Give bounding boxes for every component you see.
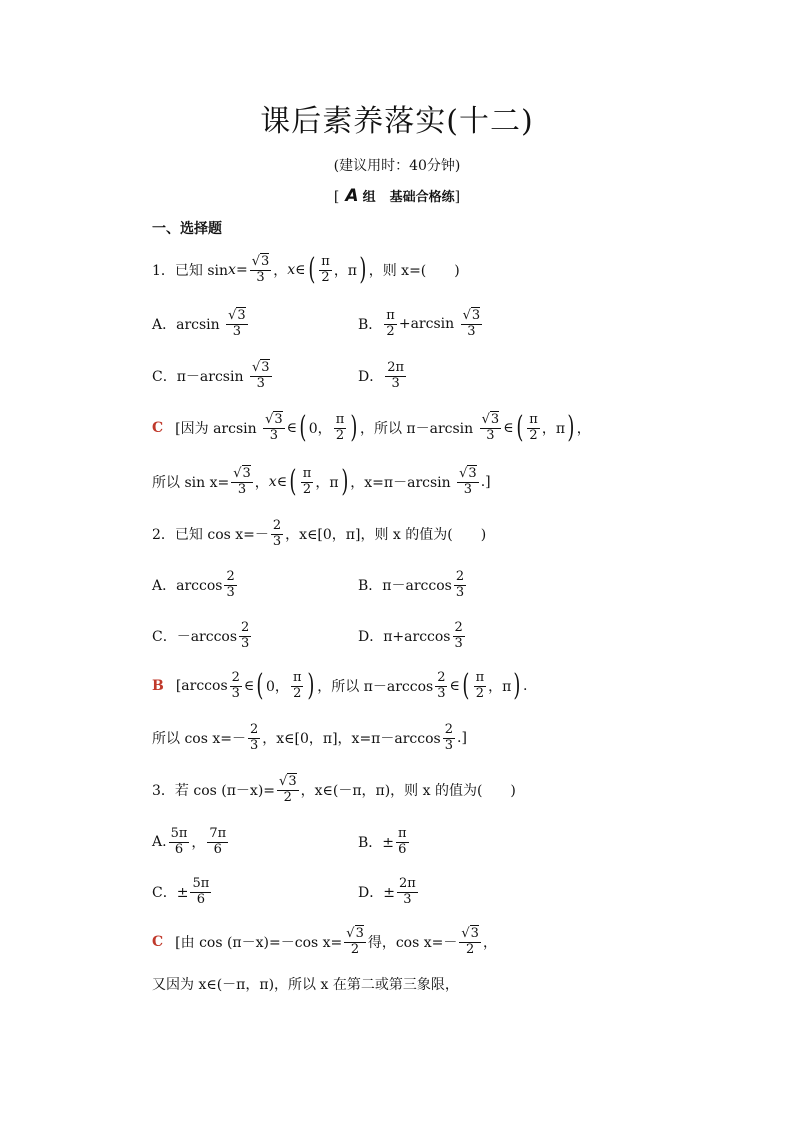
q2-option-d: D．π+arccos $\frac{2}{3}$ bbox=[358, 620, 463, 651]
q2-option-c: C．－arccos $\frac{2}{3}$ bbox=[152, 620, 250, 651]
q3-explanation-2: 又因为 x∈(－π，π)，所以 x 在第二或第三象限， bbox=[152, 977, 459, 993]
q2-explanation-2: 所以 cos x=－ $\frac{2}{3}$ ，x∈[0，π]，x=π－arccos $\frac{2}{3}$ .] bbox=[152, 722, 467, 753]
question-3: 3．若 cos (π－x)= $\frac{√3}{2}$ ，x∈(－π，π)，则 x 的值为( ) bbox=[152, 774, 516, 805]
q1-explanation-1: C [因为 arcsin $\frac{√3}{3}$ ∈ ( 0， $\frac{\pi}{2}$ ) ，所以 π－arcsin $\frac{√3}{3}$ ∈ ( $\frac{\pi}{2}$ ，π ) ， bbox=[152, 410, 591, 445]
q1-option-d: D． $\frac{2\pi}{3}$ bbox=[358, 360, 405, 391]
page-title: 课后素养落实(十二) bbox=[260, 104, 534, 139]
q2-option-a: A．arccos $\frac{2}{3}$ bbox=[152, 569, 235, 600]
q3-option-b: B．± $\frac{\pi}{6}$ bbox=[358, 826, 407, 857]
q1-option-c: C．π－arcsin $\frac{√3}{3}$ bbox=[152, 360, 270, 391]
q3-option-c: C．± $\frac{5\pi}{6}$ bbox=[152, 876, 210, 907]
question-1: 1．已知 sin x = $\frac{√3}{3}$ ， x ∈ ( $\frac{\pi}{2}$ ，π ) ，则 x=( ) bbox=[152, 252, 460, 287]
suggested-time: (建议用时：40分钟) bbox=[333, 158, 461, 174]
q1-explanation-2: 所以 sin x= $\frac{√3}{3}$ ， x ∈ ( $\frac{\pi}{2}$ ，π ) ， x=π－arcsin $\frac{√3}{3}$ .] bbox=[152, 464, 491, 499]
section-heading: 一、选择题 bbox=[152, 221, 222, 237]
question-2: 2．已知 cos x=－ $\frac{2}{3}$ ，x∈[0，π]，则 x 的值为( ) bbox=[152, 518, 487, 549]
q1-option-b: B． $\frac{\pi}{2}$ +arcsin $\frac{√3}{3}$ bbox=[358, 308, 481, 339]
q1-option-a: A．arcsin $\frac{√3}{3}$ bbox=[152, 308, 246, 339]
q2-explanation-1: B [arccos $\frac{2}{3}$ ∈ ( 0， $\frac{\pi}{2}$ ) ，所以 π－arccos $\frac{2}{3}$ ∈ ( $\frac{\pi}{2}$ ，π ) . bbox=[152, 668, 528, 703]
q3-explanation-1: C [由 cos (π－x)=－cos x= $\frac{√3}{2}$ 得，cos x=－ $\frac{√3}{2}$ ， bbox=[152, 926, 497, 957]
q3-option-d: D．± $\frac{2\pi}{3}$ bbox=[358, 876, 416, 907]
q2-option-b: B．π－arccos $\frac{2}{3}$ bbox=[358, 569, 465, 600]
q3-option-a: A. $\frac{5\pi}{6}$ ， $\frac{7\pi}{6}$ bbox=[152, 826, 227, 857]
group-heading: [ A 组 基础合格练] bbox=[333, 186, 461, 206]
